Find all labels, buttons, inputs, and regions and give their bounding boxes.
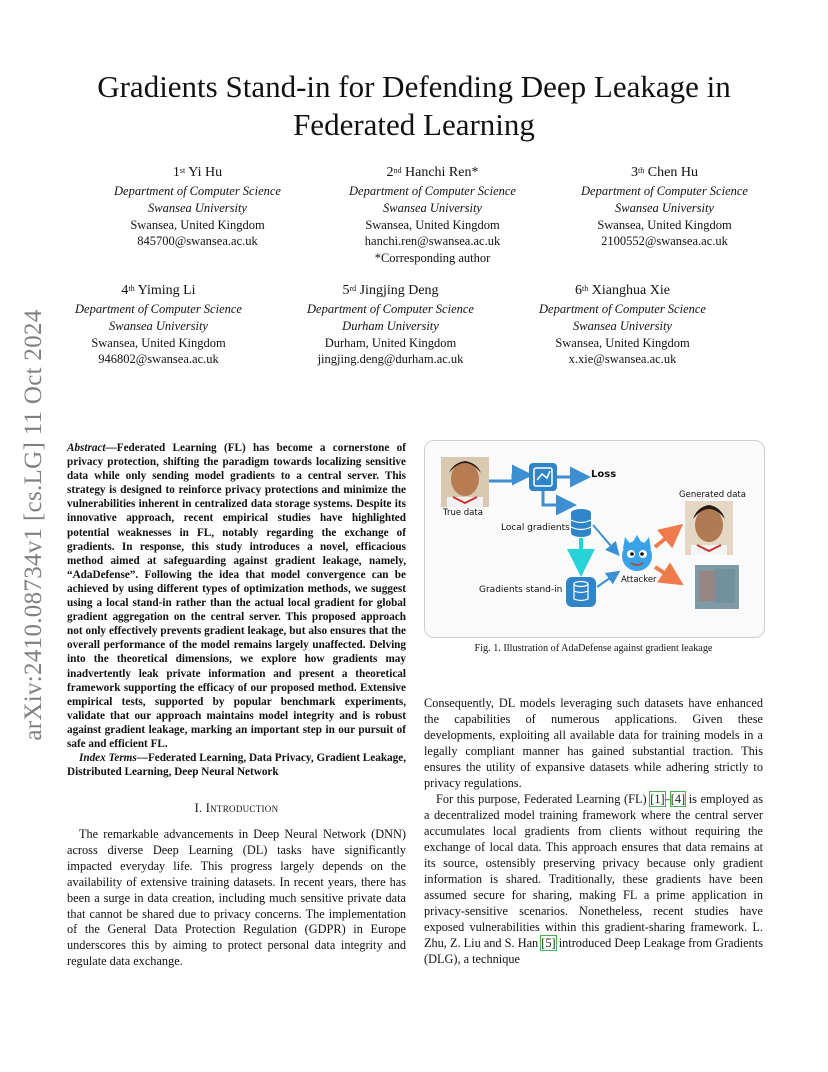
attacker-mascot-icon	[622, 535, 652, 571]
author-4: 4th Yiming Li Department of Computer Science Swansea University Swansea, United Kingdom 946802@swansea.ac.uk	[75, 283, 242, 367]
blurred-reconstruction-icon	[695, 565, 739, 609]
author-5: 5rd Jingjing Deng Department of Computer Science Durham University Durham, United Kingdom jingjing.deng@durham.ac.uk	[307, 283, 474, 367]
label-attacker: Attacker	[621, 575, 657, 585]
intro-paragraph-1: The remarkable advancements in Deep Neural Network (DNN) across diverse Deep Learning (DL) tasks have significantly impacted everyday life. This progress largely depends on the availability of extensive training datasets. In recent years, there has been a surge in data creation, including much sensitive private data that cannot be shared due to privacy concerns. The implementation of the General Data Protection Regulation (GDPR) in Europe underscores this by aiming to protect personal data integrity and regulate data exchange.	[67, 827, 406, 969]
section-heading: I. Introduction	[194, 801, 279, 815]
intro-left-column	[67, 827, 406, 970]
author-3: 3th Chen Hu Department of Computer Science Swansea University Swansea, United Kingdom 2100552@swansea.ac.uk	[581, 165, 748, 249]
model-block-icon	[529, 463, 557, 491]
author-6: 6th Xianghua Xie Department of Computer Science Swansea University Swansea, United Kingdom x.xie@swansea.ac.uk	[539, 283, 706, 367]
citation-link-4[interactable]: [4]	[670, 792, 686, 807]
label-local-gradients: Local gradients	[501, 523, 570, 533]
index-terms-label: Index Terms	[79, 752, 137, 764]
label-generated-data: Generated data	[679, 490, 746, 500]
figure-caption: Fig. 1. Illustration of AdaDefense against gradient leakage	[474, 643, 713, 654]
citation-link-1[interactable]: [1]	[650, 792, 665, 807]
abstract	[67, 441, 406, 751]
intro-right-column	[424, 696, 763, 967]
label-true-data: True data	[443, 508, 483, 518]
label-gradients-standin: Gradients stand-in	[479, 585, 563, 595]
author-1: 1st Yi Hu Department of Computer Science Swansea University Swansea, United Kingdom 845700@swansea.ac.uk	[114, 165, 281, 249]
database-icon	[571, 509, 591, 537]
intro-paragraph-3: For this purpose, Federated Learning (FL) [1]–[4] is employed as a decentralized model training framework where the central server accumulates local gradients from clients without requiring the exchange of local data. This approach ensures that data remains at its source, ostensibly preserving privacy because only gradient information is shared. Traditionally, these gradients have been assumed secure for sharing, making FL a prime application in privacy-sensitive scenarios. Nonetheless, recent studies have exposed vulnerabilities within this gradient-sharing framework. L. Zhu, Z. Liu and S. Han [5] introduced Deep Leakage from Gradients (DLG), a technique	[424, 792, 763, 966]
face-photo-icon	[441, 457, 489, 507]
author-2: 2nd Hanchi Ren* Department of Computer Science Swansea University Swansea, United Kingdom hanchi.ren@swansea.ac.uk *Corresponding author	[349, 165, 516, 266]
abstract-text: —Federated Learning (FL) has become a cornerstone of privacy protection, shifting the paradigm towards localizing sensitive data while only sending model gradients to a central server. This strategy is designed to reinforce privacy protections and minimize the vulnerabilities inherent in centralized data storage systems. Despite its innovative approach, recent empirical studies have highlighted potential weaknesses in FL, notably regarding the exchange of gradients. In response, this study introduces a novel, efficacious method aimed at safeguarding against gradient leakage, namely, “AdaDefense”. Following the idea that model convergence can be achieved by using different types of optimization methods, we suggest using a local stand-in rather than the actual local gradient for global gradient aggregation on the central server. This proposed approach not only effectively prevents gradient leakage, but also ensures that the overall performance of the model remains largely unaffected. Delving into the theoretical dimensions, we explore how gradients may inadvertently leak private information and present a theoretical framework supporting the efficacy of our proposed method. Extensive empirical tests, supported by popular benchmark experiments, validate that our approach maintains model integrity and is robust against gradient leakage, marking an important step in our pursuit of safe and efficient FL.	[67, 442, 406, 750]
generated-face-icon	[685, 501, 733, 555]
abstract-label: Abstract	[67, 442, 106, 454]
paper-title: Gradients Stand-in for Defending Deep Leakage in Federated Learning	[97, 69, 731, 142]
arxiv-stamp: arXiv:2410.08734v1 [cs.LG] 11 Oct 2024	[20, 309, 47, 741]
intro-paragraph-2: Consequently, DL models leveraging such datasets have enhanced the capabilities of numerous applications. Given these developments, exploiting all available data for training models in a legally compliant manner has gained substantial traction. This ensures the utility of expansive datasets while adhering strictly to privacy regulations.	[424, 696, 763, 790]
standin-database-icon	[566, 577, 596, 607]
citation-link-5[interactable]: [5]	[541, 935, 556, 950]
index-terms-text: —Federated Learning, Data Privacy, Gradient Leakage, Distributed Learning, Deep Neural Network	[67, 752, 406, 779]
index-terms	[67, 751, 406, 779]
label-loss: Loss	[591, 469, 617, 480]
figure-1	[424, 440, 765, 638]
